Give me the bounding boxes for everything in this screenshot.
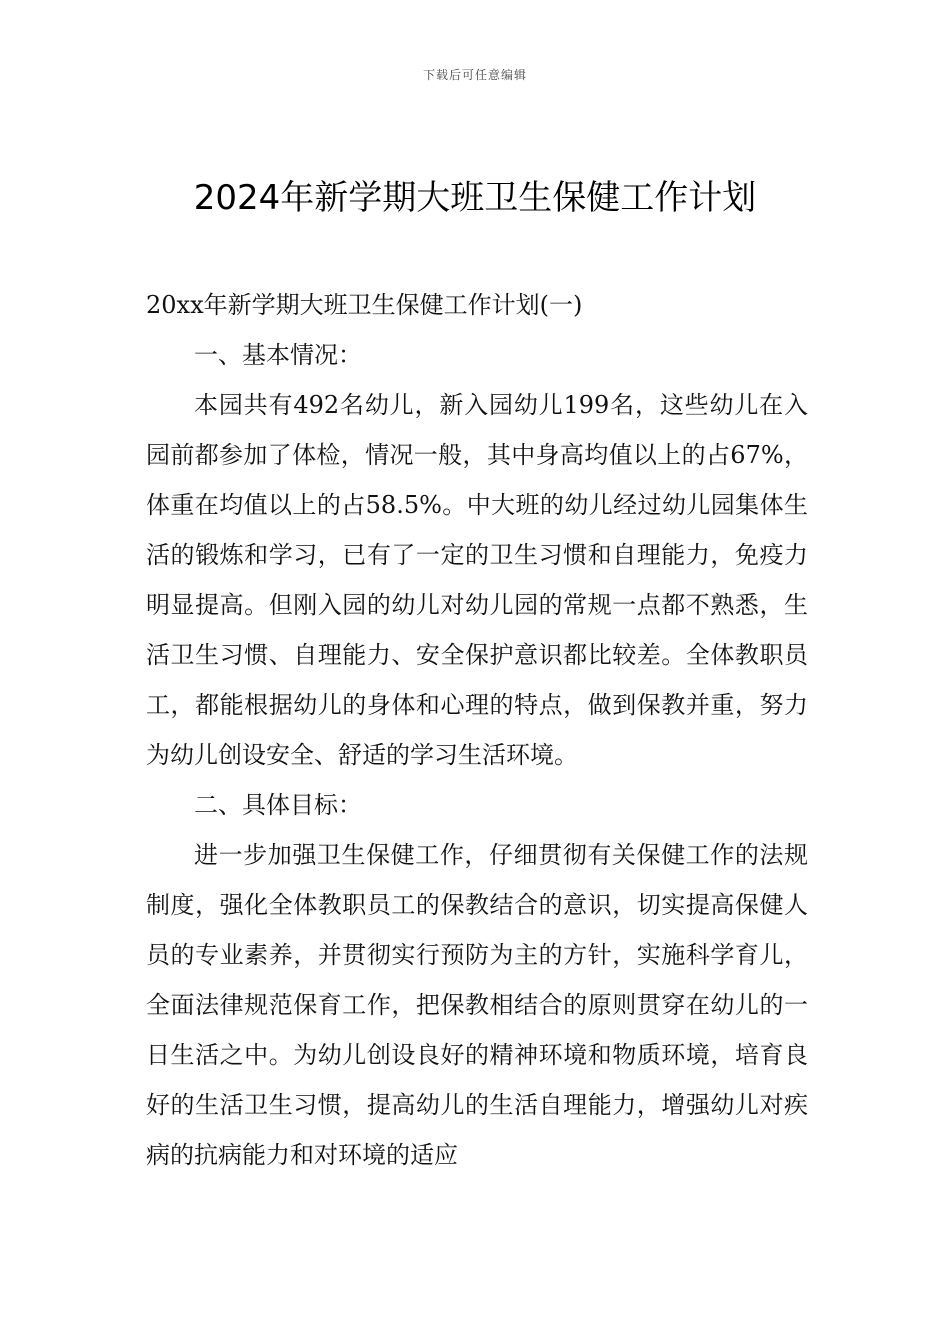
document-title: 2024年新学期大班卫生保健工作计划 <box>193 178 757 218</box>
section-heading-specific-goals: 二、具体目标： <box>194 791 362 819</box>
paragraph-basic-situation: 本园共有492名幼儿，新入园幼儿199名，这些幼儿在入园前都参加了体检，情况一般，其中身高均值以上的占67%，体重在均值以上的占58.5%。中大班的幼儿经过幼儿园集体生活的锻炼和学习，已有了一定的卫生习惯和自理能力，免疫力明显提高。但刚入园的幼儿对幼儿园的常规一点都不熟悉，生活卫生习惯、自理能力、安全保护意识都比较差。全体教职员工，都能根据幼儿的身体和心理的特点，做到保教并重，努力为幼儿创设安全、舒适的学习生活环境。 <box>146 391 808 769</box>
document-body <box>146 280 808 1180</box>
document-subtitle: 20xx年新学期大班卫生保健工作计划(一) <box>146 291 583 319</box>
header-note: 下载后可任意编辑 <box>422 68 527 82</box>
paragraph-specific-goals: 进一步加强卫生保健工作，仔细贯彻有关保健工作的法规制度，强化全体教职员工的保教结合的意识，切实提高保健人员的专业素养，并贯彻实行预防为主的方针，实施科学育儿，全面法律规范保育工作，把保教相结合的原则贯穿在幼儿的一日生活之中。为幼儿创设良好的精神环境和物质环境，培育良好的生活卫生习惯，提高幼儿的生活自理能力，增强幼儿对疾病的抗病能力和对环境的适应 <box>146 841 808 1169</box>
section-heading-basic-situation: 一、基本情况： <box>194 341 362 369</box>
